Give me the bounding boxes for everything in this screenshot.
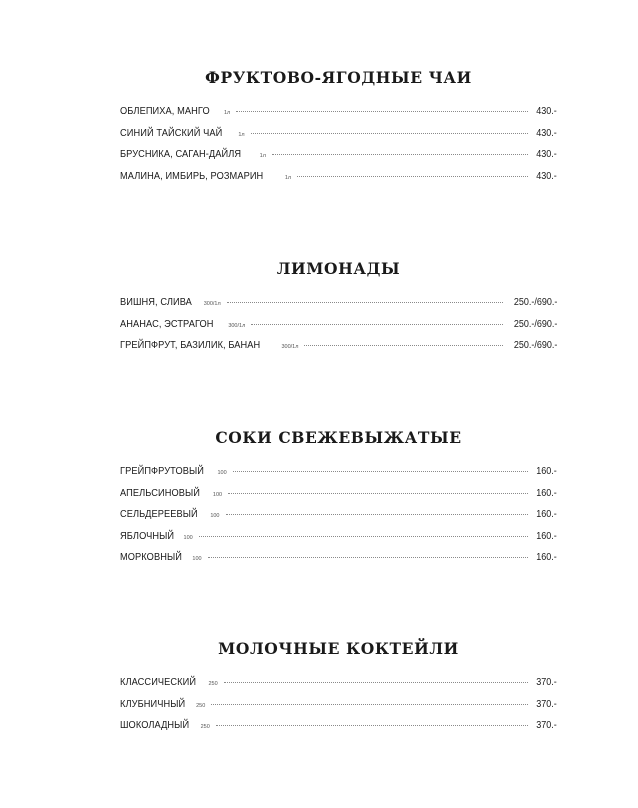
item-volume: 250 (208, 681, 218, 687)
dot-leader (233, 470, 529, 472)
item-volume: 100 (183, 534, 193, 541)
menu-item (120, 487, 557, 509)
item-name: СЕЛЬДЕРЕЕВЫЙ (120, 508, 198, 520)
menu-item (120, 676, 557, 698)
section-title: СОКИ СВЕЖЕВЫЖАТЫЕ (215, 428, 462, 447)
item-name: ВИШНЯ, СЛИВА (120, 296, 192, 308)
menu-item (120, 339, 557, 361)
item-price: 160.- (536, 552, 557, 563)
item-volume: 1л (259, 153, 266, 159)
dot-leader (199, 535, 528, 537)
dot-leader (227, 301, 503, 303)
menu-item (120, 296, 557, 318)
menu-item (120, 719, 557, 741)
dot-leader (304, 344, 502, 346)
section-title: МОЛОЧНЫЕ КОКТЕЙЛИ (218, 639, 459, 658)
menu-item (120, 318, 557, 340)
menu-item (120, 551, 557, 573)
dot-leader (208, 556, 529, 558)
item-price: 430.- (536, 170, 557, 182)
section-fruit-berry-teas (120, 68, 557, 191)
item-name: АНАНАС, ЭСТРАГОН (120, 317, 214, 330)
item-name: ГРЕЙПФРУТ, БАЗИЛИК, БАНАН (120, 339, 261, 351)
dot-leader (226, 513, 529, 515)
menu-item (120, 465, 557, 487)
item-price: 160.- (536, 530, 557, 542)
menu-item (120, 127, 557, 149)
dot-leader (297, 175, 528, 177)
item-price: 250.-/690.- (513, 297, 557, 308)
item-price: 430.- (536, 127, 557, 139)
item-volume: 250 (196, 702, 206, 709)
item-name: ЯБЛОЧНЫЙ (120, 529, 175, 542)
section-lemonades (120, 259, 557, 361)
dot-leader (251, 323, 502, 325)
item-volume: 300/1л (228, 322, 246, 329)
menu-item (120, 105, 557, 127)
dot-leader (224, 681, 529, 683)
item-price: 370.- (536, 720, 557, 731)
item-name: КЛУБНИЧНЫЙ (120, 697, 186, 710)
item-volume: 300/1л (281, 344, 299, 350)
item-volume: 100 (212, 491, 223, 498)
item-price: 250.-/690.- (513, 318, 557, 330)
dot-leader (216, 724, 528, 726)
item-volume: 1л (284, 174, 292, 181)
section-title: ЛИМОНАДЫ (276, 259, 401, 278)
dot-leader (228, 492, 528, 494)
menu-item (120, 148, 557, 170)
item-volume: 1л (238, 131, 245, 138)
dot-leader (272, 153, 528, 155)
item-volume: 100 (210, 513, 220, 519)
item-price: 430.- (536, 106, 557, 117)
item-price: 250.-/690.- (513, 340, 557, 351)
item-price: 160.- (536, 509, 557, 520)
item-price: 430.- (536, 149, 557, 160)
dot-leader (236, 110, 528, 112)
item-name: ГРЕЙПФРУТОВЫЙ (120, 465, 205, 477)
item-volume: 250 (200, 724, 210, 730)
item-volume: 100 (217, 470, 227, 476)
item-volume: 1л (223, 110, 231, 116)
item-name: ОБЛЕПИХА, МАНГО (120, 105, 210, 117)
dot-leader (211, 703, 528, 705)
item-name: АПЕЛЬСИНОВЫЙ (120, 486, 201, 499)
item-price: 370.- (536, 698, 557, 710)
item-volume: 100 (192, 556, 202, 562)
menu-item (120, 170, 557, 192)
item-name: МАЛИНА, ИМБИРЬ, РОЗМАРИН (120, 169, 264, 182)
item-volume: 300/1л (203, 301, 221, 307)
menu-item (120, 530, 557, 552)
item-name: БРУСНИКА, САГАН-ДАЙЛЯ (120, 148, 242, 160)
menu-item (120, 508, 557, 530)
section-title: ФРУКТОВО-ЯГОДНЫЕ ЧАИ (205, 68, 472, 87)
item-name: ШОКОЛАДНЫЙ (120, 719, 190, 731)
dot-leader (251, 132, 529, 134)
menu-item (120, 698, 557, 720)
item-name: МОРКОВНЫЙ (120, 551, 182, 563)
item-price: 160.- (536, 466, 557, 477)
section-milkshakes (120, 639, 557, 741)
item-price: 370.- (536, 677, 557, 688)
section-fresh-juices (120, 428, 557, 573)
item-price: 160.- (536, 487, 557, 499)
item-name: КЛАССИЧЕСКИЙ (120, 676, 197, 688)
item-name: СИНИЙ ТАЙСКИЙ ЧАЙ (120, 126, 223, 139)
